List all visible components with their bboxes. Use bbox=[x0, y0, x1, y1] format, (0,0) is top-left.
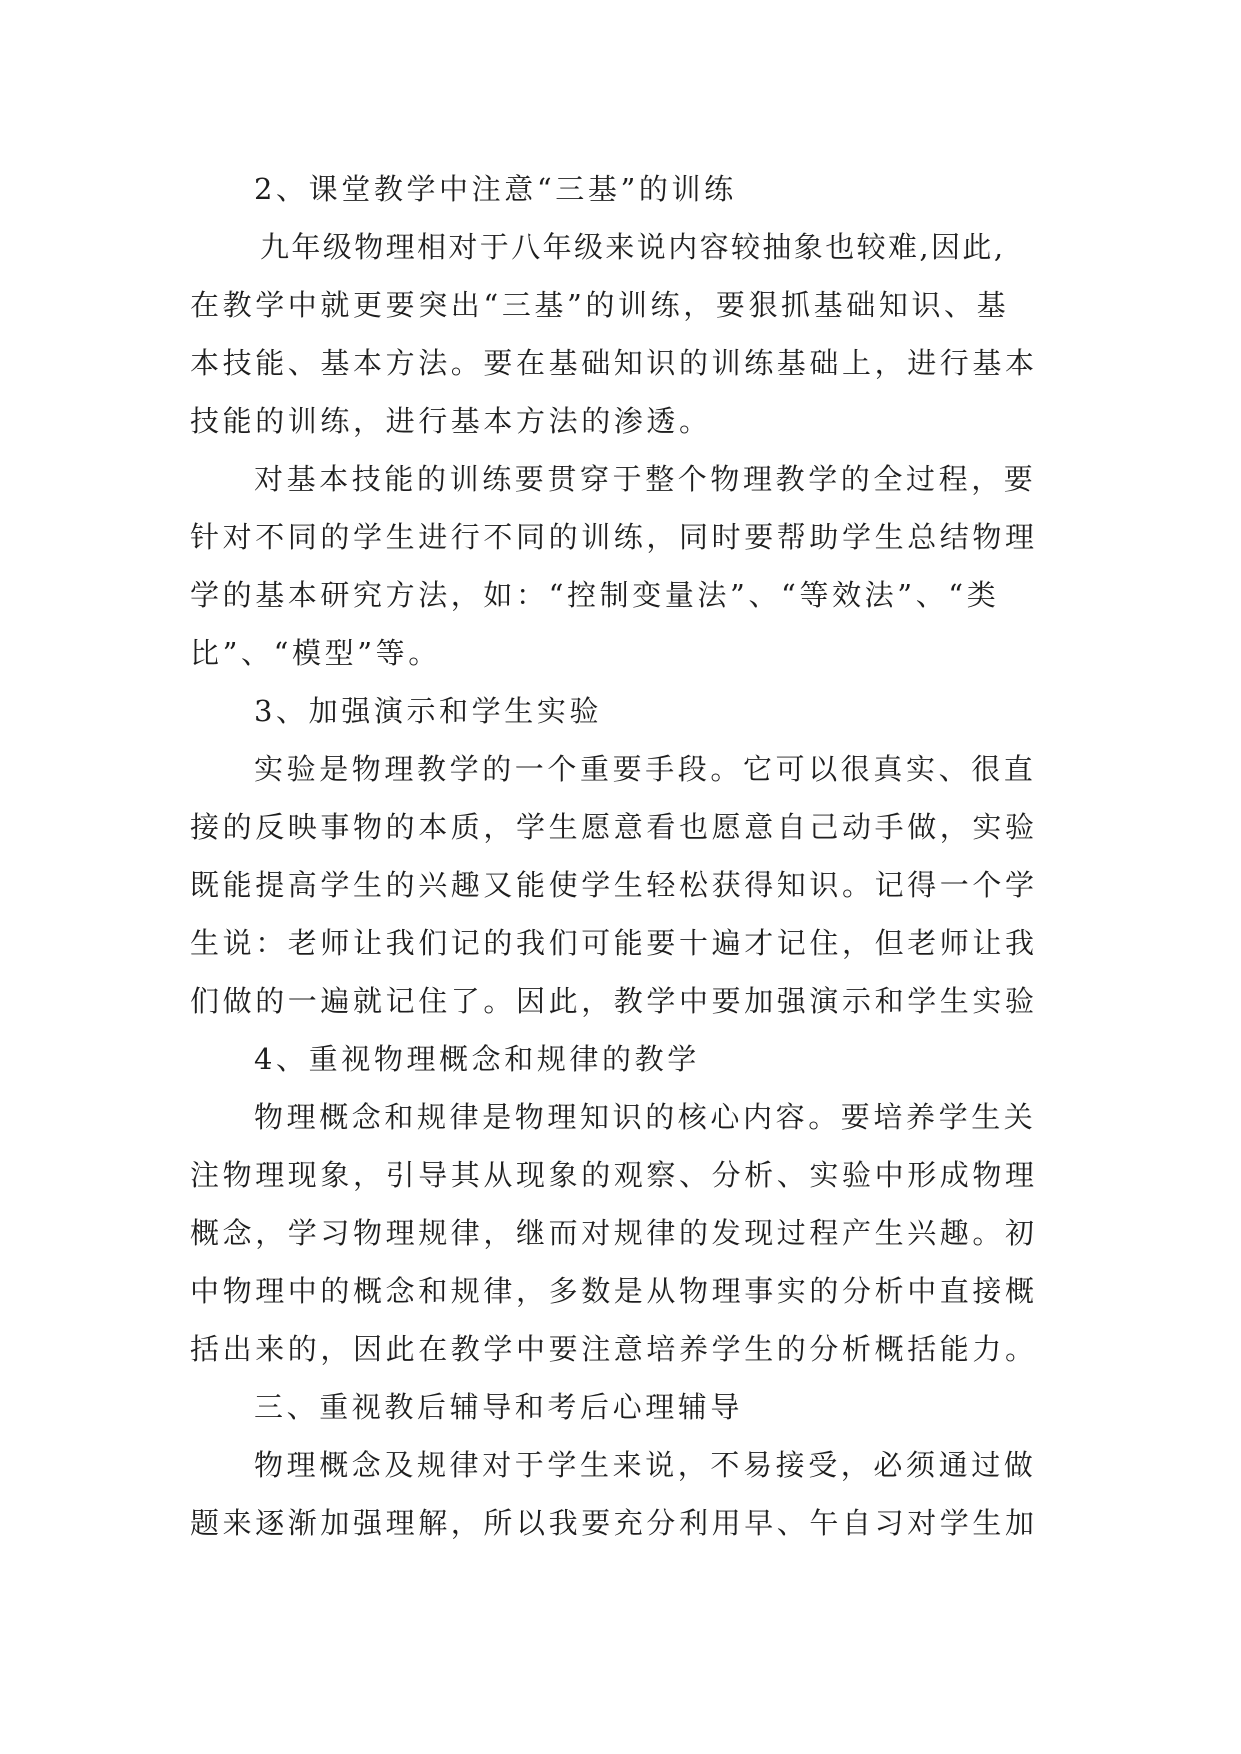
paragraph-line: 题来逐渐加强理解，所以我要充分利用早、午自习对学生加 bbox=[190, 1506, 1038, 1540]
section-heading: 3、加强演示和学生实验 bbox=[254, 694, 603, 728]
paragraph-line: 概念，学习物理规律，继而对规律的发现过程产生兴趣。初 bbox=[190, 1216, 1038, 1250]
paragraph-line: 技能的训练，进行基本方法的渗透。 bbox=[190, 404, 712, 438]
paragraph-line: 物理概念和规律是物理知识的核心内容。要培养学生关 bbox=[254, 1100, 1037, 1134]
paragraph-line: 九年级物理相对于八年级来说内容较抽象也较难,因此, bbox=[260, 230, 1006, 264]
paragraph-line: 中物理中的概念和规律，多数是从物理事实的分析中直接概 bbox=[190, 1274, 1038, 1308]
section-heading: 三、重视教后辅导和考后心理辅导 bbox=[254, 1390, 744, 1424]
paragraph-line: 学的基本研究方法，如：“控制变量法”、“等效法”、“类 bbox=[190, 578, 1000, 612]
paragraph-line: 括出来的，因此在教学中要注意培养学生的分析概括能力。 bbox=[190, 1332, 1038, 1366]
paragraph-line: 既能提高学生的兴趣又能使学生轻松获得知识。记得一个学 bbox=[190, 868, 1038, 902]
paragraph-line: 针对不同的学生进行不同的训练，同时要帮助学生总结物理 bbox=[190, 520, 1038, 554]
paragraph-line: 本技能、基本方法。要在基础知识的训练基础上，进行基本 bbox=[190, 346, 1038, 380]
paragraph-line: 生说：老师让我们记的我们可能要十遍才记住，但老师让我 bbox=[190, 926, 1038, 960]
paragraph-line: 们做的一遍就记住了。因此，教学中要加强演示和学生实验 bbox=[190, 984, 1038, 1018]
paragraph-line: 在教学中就更要突出“三基”的训练，要狠抓基础知识、基 bbox=[190, 288, 1010, 322]
paragraph-line: 对基本技能的训练要贯穿于整个物理教学的全过程，要 bbox=[254, 462, 1037, 496]
paragraph-line: 比”、“模型”等。 bbox=[190, 636, 441, 670]
section-heading: 4、重视物理概念和规律的教学 bbox=[254, 1042, 700, 1076]
paragraph-line: 注物理现象，引导其从现象的观察、分析、实验中形成物理 bbox=[190, 1158, 1038, 1192]
paragraph-line: 接的反映事物的本质，学生愿意看也愿意自己动手做，实验 bbox=[190, 810, 1038, 844]
paragraph-line: 实验是物理教学的一个重要手段。它可以很真实、很直 bbox=[254, 752, 1037, 786]
paragraph-line: 物理概念及规律对于学生来说，不易接受，必须通过做 bbox=[254, 1448, 1037, 1482]
section-heading: 2、课堂教学中注意“三基”的训练 bbox=[254, 172, 737, 206]
